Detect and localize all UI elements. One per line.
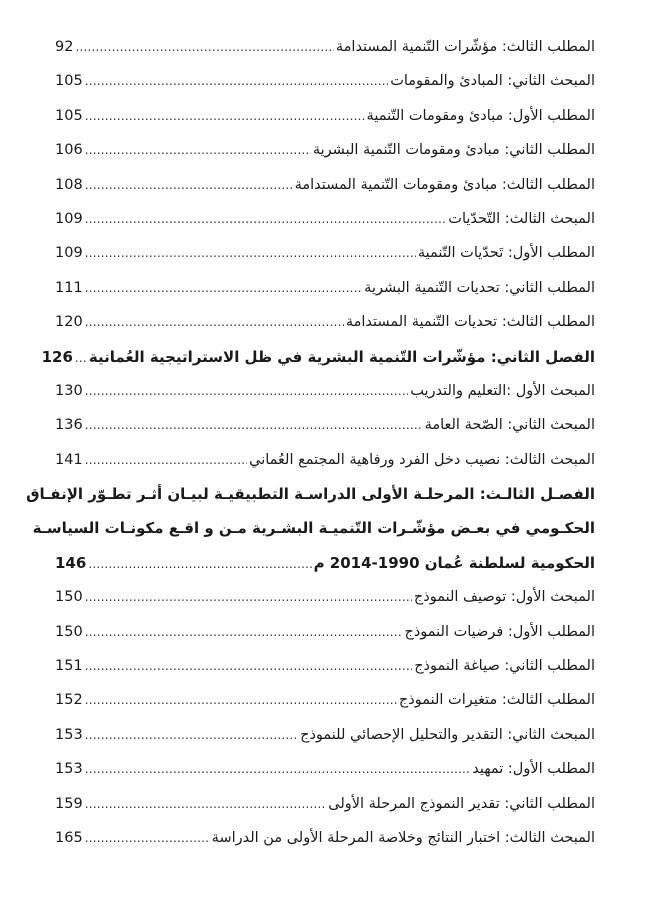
toc-entry-page: 109 [55, 210, 83, 227]
toc-entry[interactable] [55, 615, 595, 649]
toc-entry-title: المطلب الثاني: مبادئ ومقومات التّنمية البشرية [312, 142, 595, 159]
toc-dot-leader [85, 374, 409, 408]
toc-entry-page: 105 [55, 73, 83, 90]
toc-entry-title: المطلب الأول: فرضيات النموذج [404, 623, 595, 640]
toc-entry[interactable] [55, 236, 595, 270]
toc-dot-leader [85, 236, 416, 270]
toc-entry[interactable] [55, 271, 595, 305]
table-of-contents [26, 30, 595, 855]
toc-entry-page: 105 [55, 107, 83, 124]
toc-entry-page: 151 [55, 658, 83, 675]
toc-entry-title: المطلب الثاني: تقدير النموذج المرحلة الأولى [328, 795, 595, 812]
toc-entry-page: 136 [55, 417, 83, 434]
toc-entry-page: 108 [55, 176, 83, 193]
toc-chapter-entry[interactable] [41, 340, 595, 374]
chapter-three-heading-line1: الفصـل الثالـث: المرحلـة الأولى الدراسـة التطبيقيـة لبيـان أثـر تطـوّر الإنفـاق [26, 485, 595, 504]
toc-entry-title: المبحث الثالث: اختبار النتائج وخلاصة المرحلة الأولى من الدراسة [211, 829, 595, 846]
toc-dot-leader [85, 305, 344, 339]
toc-dot-leader [85, 649, 413, 683]
toc-entry[interactable] [55, 202, 595, 236]
toc-entry-page: 153 [55, 761, 83, 778]
toc-entry-title: المطلب الأول: مبادئ ومقومات التّنمية [366, 107, 595, 124]
toc-entries-before [41, 30, 595, 477]
toc-entry-page: 150 [55, 589, 83, 606]
toc-entry-page: 109 [55, 245, 83, 262]
toc-entry-title: المطلب الأول: تَحدّيات التّنمية [417, 245, 595, 262]
toc-dot-leader [85, 271, 362, 305]
toc-entry-page: 120 [55, 314, 83, 331]
toc-entry[interactable] [55, 30, 595, 64]
toc-dot-leader [75, 30, 333, 64]
toc-dot-leader [85, 168, 293, 202]
toc-dot-leader [75, 341, 87, 375]
toc-entry[interactable] [55, 787, 595, 821]
toc-entry[interactable] [55, 133, 595, 167]
toc-entry[interactable] [55, 64, 595, 98]
toc-entry-page: 92 [55, 39, 74, 55]
chapter-three-heading-line2: الحكـومي في بعـض مؤشّـرات التّنميـة البشـرية مـن و اقـع مكونـات السياسـة [32, 519, 595, 538]
toc-entry[interactable] [55, 580, 595, 614]
toc-entries-after [55, 580, 595, 855]
toc-entry[interactable] [55, 305, 595, 339]
toc-entry-title: المطلب الثالث: متغيرات النموذج [398, 692, 595, 709]
toc-entry-title: المبحث الثاني: المبادئ والمقومات [390, 73, 595, 90]
chapter-three-heading-line3[interactable] [55, 546, 595, 580]
toc-entry-title: المطلب الأول: تمهيد [472, 761, 595, 778]
toc-dot-leader [85, 443, 247, 477]
toc-entry-page: 153 [55, 726, 83, 743]
toc-entry[interactable] [55, 408, 595, 442]
toc-entry-page: 111 [55, 279, 83, 296]
toc-entry-page: 152 [55, 692, 83, 709]
toc-entry-title: المطلب الثاني: صياغة النموذج [414, 658, 595, 675]
toc-entry-title: الحكومية لسلطنة عُمان 1990-2014 م [313, 553, 595, 572]
toc-entry[interactable] [55, 649, 595, 683]
toc-dot-leader [85, 99, 365, 133]
toc-entry-title: المبحث الثاني: الصّحة العامة [424, 417, 595, 434]
toc-dot-leader [85, 64, 389, 98]
toc-dot-leader [85, 821, 210, 855]
toc-entry-page: 165 [55, 829, 83, 846]
toc-entry-page: 150 [55, 623, 83, 640]
toc-dot-leader [85, 580, 412, 614]
toc-entry-page: 146 [55, 553, 87, 572]
toc-entry-title: المبحث الثاني: التقدير والتحليل الإحصائي للنموذج [300, 726, 595, 743]
toc-entry-page: 106 [55, 142, 83, 159]
toc-entry[interactable] [55, 718, 595, 752]
toc-entry[interactable] [55, 683, 595, 717]
toc-dot-leader [85, 787, 327, 821]
toc-entry-title: المبحث الثالث: التّحدّيات [448, 210, 595, 227]
toc-entry-title: المبحث الأول :التعليم والتدريب [410, 382, 595, 399]
toc-dot-leader [85, 133, 311, 167]
toc-entry[interactable] [55, 752, 595, 786]
toc-entry[interactable] [55, 99, 595, 133]
toc-entry-page: 141 [55, 451, 83, 468]
toc-dot-leader [85, 615, 403, 649]
toc-entry[interactable] [55, 821, 595, 855]
toc-dot-leader [85, 202, 447, 236]
toc-entry-page: 159 [55, 795, 83, 812]
toc-entry-title: المطلب الثالث: تحديات التّنمية المستدامة [345, 314, 595, 331]
toc-entry-title: المبحث الأول: توصيف النموذج [413, 589, 595, 606]
toc-dot-leader [88, 547, 311, 581]
toc-entry-title: المطلب الثالث: مبادئ ومقومات التّنمية المستدامة [294, 176, 595, 193]
toc-dot-leader [85, 718, 298, 752]
toc-entry[interactable] [55, 374, 595, 408]
toc-entry[interactable] [55, 443, 595, 477]
toc-entry-title: الفصل الثاني: مؤشّرات التّنمية البشرية في ظل الاستراتيجية العُمانية [88, 347, 595, 366]
toc-dot-leader [85, 752, 471, 786]
toc-entry-title: المطلب الثالث: مؤشّرات التّنمية المستدامة [335, 39, 595, 55]
toc-entry-title: المبحث الثالث: نصيب دخل الفرد ورفاهية المجتمع العُماني [249, 451, 595, 468]
toc-entry[interactable] [55, 168, 595, 202]
toc-dot-leader [85, 408, 423, 442]
toc-dot-leader [85, 683, 397, 717]
toc-entry-page: 130 [55, 382, 83, 399]
toc-entry-page: 126 [41, 347, 73, 366]
toc-entry-title: المطلب الثاني: تحديات التّنمية البشرية [364, 279, 595, 296]
